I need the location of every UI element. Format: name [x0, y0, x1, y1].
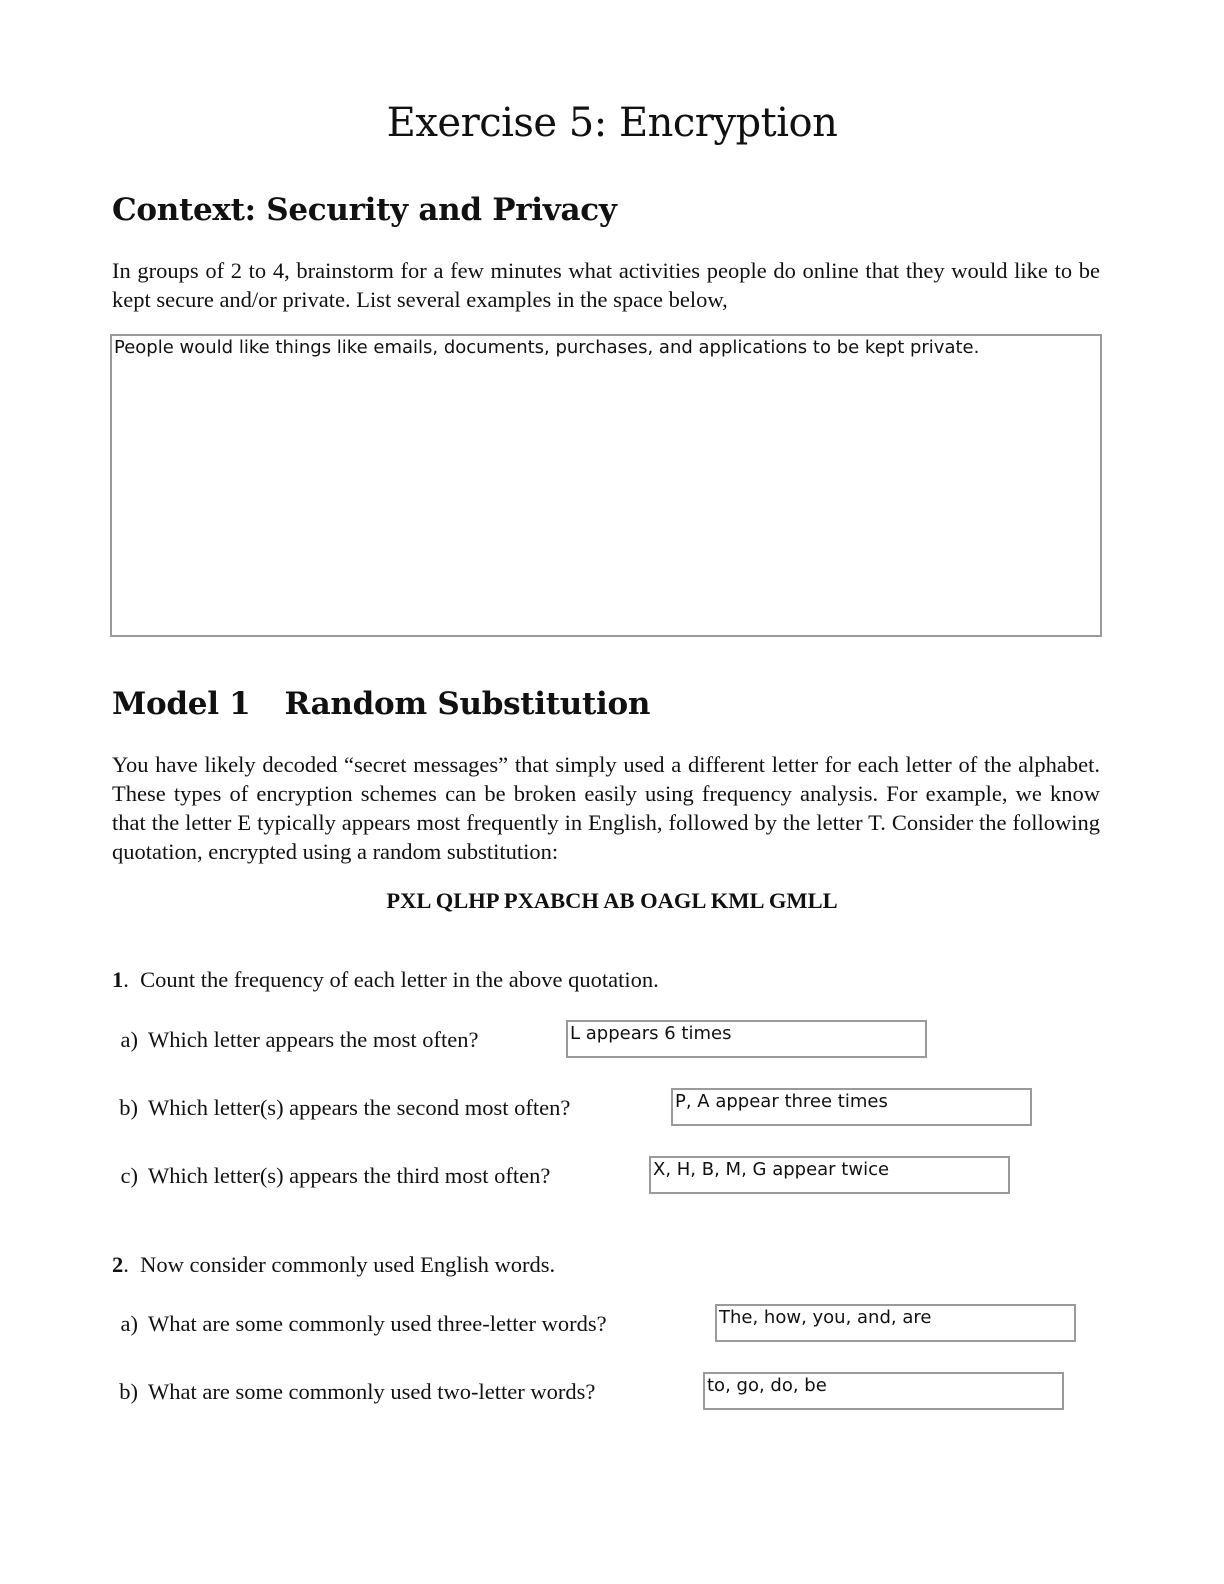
question-1b	[108, 1095, 570, 1121]
answer-1c-field[interactable]: X, H, B, M, G appear twice	[649, 1156, 1010, 1194]
part-marker: b)	[119, 1095, 138, 1120]
model-name: Random Substitution	[284, 686, 651, 722]
answer-1a-field[interactable]: L appears 6 times	[566, 1020, 927, 1058]
question-number: 1	[112, 967, 124, 992]
part-text: What are some commonly used three-letter words?	[148, 1311, 607, 1336]
question-1a	[108, 1027, 479, 1053]
question-1c	[108, 1163, 550, 1189]
part-text: Which letter(s) appears the third most often?	[148, 1163, 551, 1188]
question-number: 2	[112, 1252, 124, 1277]
question-1: 1. Count the frequency of each letter in the above quotation.	[112, 967, 659, 992]
context-paragraph: In groups of 2 to 4, brainstorm for a few minutes what activities people do online that they would like to be kept secure and/or private. List several examples in the space below,	[112, 258, 1100, 312]
answer-2a-field[interactable]: The, how, you, and, are	[715, 1304, 1076, 1342]
question-text: Count the frequency of each letter in the above quotation.	[140, 967, 659, 992]
answer-2b-field[interactable]: to, go, do, be	[703, 1372, 1064, 1410]
part-text: Which letter(s) appears the second most often?	[148, 1095, 571, 1120]
model-paragraph: You have likely decoded “secret messages” that simply used a different letter for each letter of the alphabet. These types of encryption schemes can be broken easily using frequency analysis. For example, we know that the letter E typically appears most frequently in English, followed by the letter T. Consider the following quotation, encrypted using a random substitution:	[112, 752, 1100, 864]
question-2: 2. Now consider commonly used English words.	[112, 1252, 556, 1277]
question-text: Now consider commonly used English words.	[140, 1252, 556, 1277]
encrypted-quotation: PXL QLHP PXABCH AB OAGL KML GMLL	[386, 888, 838, 913]
part-text: Which letter appears the most often?	[148, 1027, 479, 1052]
part-marker: b)	[119, 1379, 138, 1404]
page-title: Exercise 5: Encryption	[386, 100, 838, 146]
question-2a	[108, 1311, 607, 1337]
part-text: What are some commonly used two-letter words?	[148, 1379, 596, 1404]
question-2b	[108, 1379, 595, 1405]
part-marker: c)	[120, 1163, 138, 1188]
answer-1b-field[interactable]: P, A appear three times	[671, 1088, 1032, 1126]
part-marker: a)	[120, 1027, 138, 1052]
context-answer-box[interactable]: People would like things like emails, documents, purchases, and applications to be kept private.	[110, 334, 1102, 637]
model-heading	[112, 686, 650, 722]
context-heading: Context: Security and Privacy	[112, 192, 617, 228]
model-number: Model 1	[112, 686, 251, 722]
part-marker: a)	[120, 1311, 138, 1336]
